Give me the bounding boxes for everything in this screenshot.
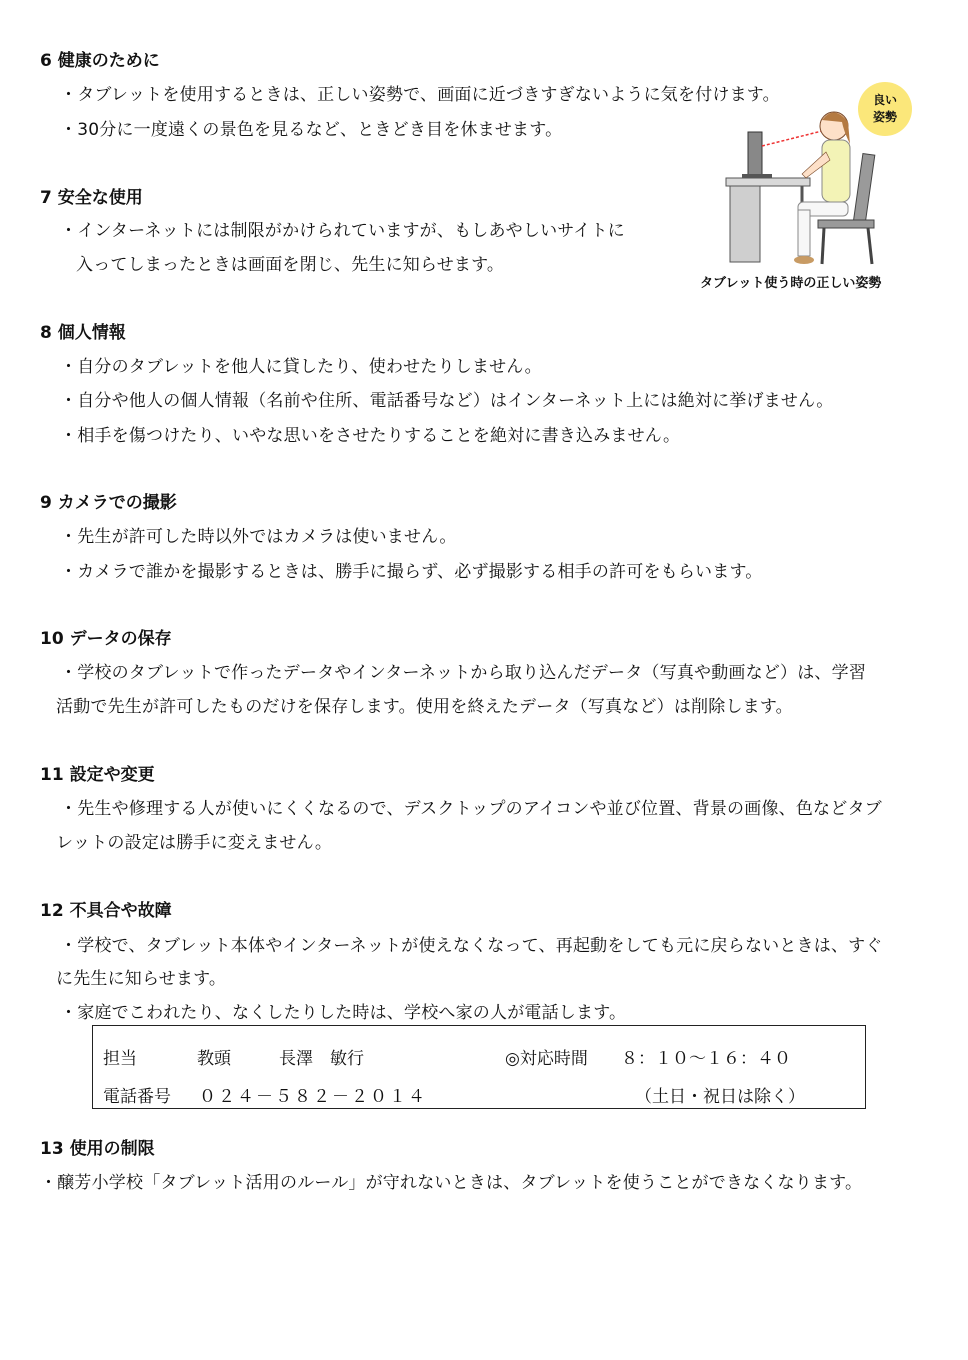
rule-line: ・醸芳小学校「タブレット活用のルール」が守れないときは、タブレットを使うことができなくなります。 bbox=[40, 1173, 863, 1193]
rule-line: 活動で先生が許可したものだけを保存します。使用を終えたデータ（写真など）は削除します。 bbox=[56, 697, 793, 717]
section-heading: 12 不具合や故障 bbox=[40, 901, 172, 921]
badge-text: 良い bbox=[872, 93, 897, 107]
contact-role-label: 担当 bbox=[103, 1049, 137, 1069]
rule-line: 入ってしまったときは画面を閉じ、先生に知らせます。 bbox=[76, 255, 505, 275]
illustration-caption: タブレット使う時の正しい姿勢 bbox=[700, 276, 882, 291]
rule-line: ・自分のタブレットを他人に貸したり、使わせたりしません。 bbox=[60, 357, 542, 377]
contact-position: 教頭 bbox=[197, 1049, 231, 1069]
hours-exception: （土日・祝日は除く） bbox=[635, 1087, 805, 1107]
rule-line: ・学校で、タブレット本体やインターネットが使えなくなって、再起動をしても元に戻らないときは、すぐ bbox=[60, 936, 883, 956]
contact-name: 長澤 敏行 bbox=[279, 1049, 364, 1069]
hours-label: ◎対応時間 bbox=[505, 1049, 588, 1069]
section-heading: 13 使用の制限 bbox=[40, 1139, 155, 1159]
section-heading: 7 安全な使用 bbox=[40, 188, 143, 208]
hours-value: ８：１０～１６：４０ bbox=[621, 1049, 791, 1069]
rule-line: レットの設定は勝手に変えません。 bbox=[56, 833, 333, 853]
section-heading: 9 カメラでの撮影 bbox=[40, 493, 177, 513]
good-posture-badge bbox=[858, 82, 912, 136]
section-heading: 10 データの保存 bbox=[40, 629, 172, 649]
rule-line: ・30分に一度遠くの景色を見るなど、ときどき目を休ませます。 bbox=[60, 120, 563, 140]
section-heading: 11 設定や変更 bbox=[40, 765, 155, 785]
phone-label: 電話番号 bbox=[103, 1087, 171, 1107]
rule-line: ・自分や他人の個人情報（名前や住所、電話番号など）はインターネット上には絶対に挙げません。 bbox=[60, 391, 834, 411]
rule-line: ・家庭でこわれたり、なくしたりした時は、学校へ家の人が電話します。 bbox=[60, 1003, 627, 1023]
rule-line: ・タブレットを使用するときは、正しい姿勢で、画面に近づきすぎないように気を付けます。 bbox=[60, 85, 780, 105]
rule-line: ・先生が許可した時以外ではカメラは使いません。 bbox=[60, 527, 457, 547]
rule-line: ・相手を傷つけたり、いやな思いをさせたりすることを絶対に書き込みません。 bbox=[60, 426, 681, 446]
phone-number: ０２４－５８２－２０１４ bbox=[199, 1087, 427, 1107]
section-heading: 8 個人情報 bbox=[40, 323, 126, 343]
rule-line: ・先生や修理する人が使いにくくなるので、デスクトップのアイコンや並び位置、背景の画像、色などタブ bbox=[60, 799, 882, 819]
rule-line: ・学校のタブレットで作ったデータやインターネットから取り込んだデータ（写真や動画など）は、学習 bbox=[60, 663, 867, 683]
rule-line: に先生に知らせます。 bbox=[56, 969, 227, 989]
badge-text: 姿勢 bbox=[872, 110, 897, 124]
contact-box bbox=[92, 1025, 866, 1109]
section-heading: 6 健康のために bbox=[40, 51, 160, 71]
rule-line: ・インターネットには制限がかけられていますが、もしあやしいサイトに bbox=[60, 221, 625, 241]
rule-line: ・カメラで誰かを撮影するときは、勝手に撮らず、必ず撮影する相手の許可をもらいます。 bbox=[60, 562, 763, 582]
